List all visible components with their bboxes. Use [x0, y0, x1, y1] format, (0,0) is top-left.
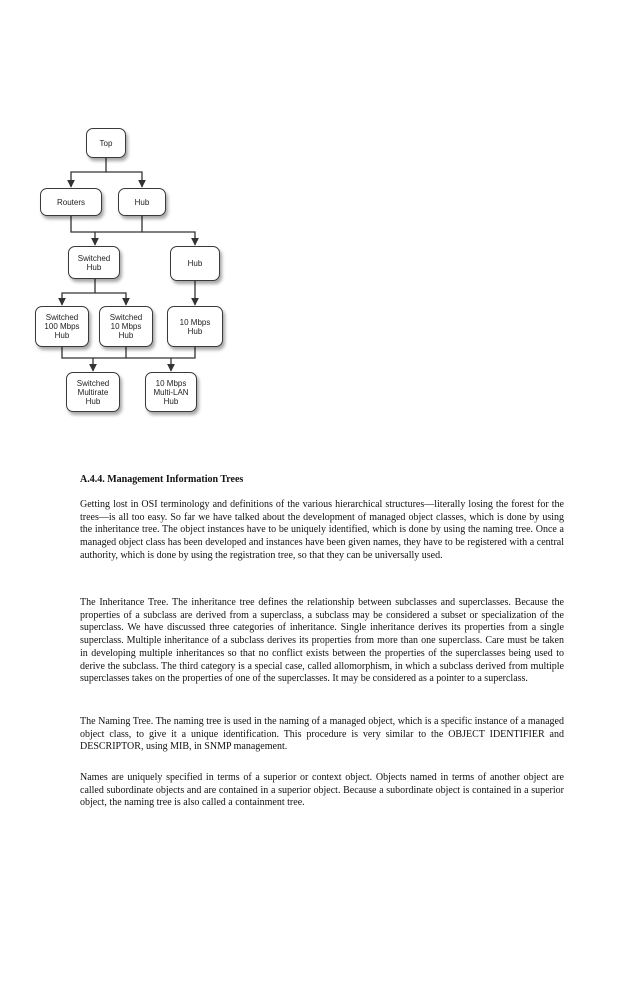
node-hub-right: Hub [170, 246, 220, 281]
paragraph-inheritance-tree: The Inheritance Tree. The inheritance tree defines the relationship between subclasses and superclasses. Because the properties of a subclass are derived from a superclass, a subclass may be considered a subset or specialization of the superclass. We have discussed three categories of inheritance. Single inheritance derives its properties from a single superclass. Multiple inheritance of a subclass derives its properties from more than one superclass. Care must be taken in developing multiple inheritances so that no conflict exists between the properties of the superclasses being used to derive the subclass. The third category is a special case, called allomorphism, in which a subclass derived from multiple superclasses takes on the properties of one of the superclasses. It may be considered as a pointer to a superclass. [80, 597, 564, 685]
connector-top-hub [106, 172, 142, 187]
connector-10-multilan [126, 358, 171, 371]
paragraph-names: Names are uniquely specified in terms of a superior or context object. Objects named in terms of another object are called subordinate objects and are contained in a superior object. Because a subordinate object is contained in a superior object, the naming tree is also called a containment tree. [80, 772, 564, 809]
section-heading: A.4.4. Management Information Trees [80, 474, 244, 485]
node-hub-left: Hub [118, 188, 166, 216]
node-switched-10mbps-hub: Switched 10 Mbps Hub [99, 306, 153, 347]
inheritance-tree-diagram [0, 0, 638, 470]
node-10mbps-hub: 10 Mbps Hub [167, 306, 223, 347]
connector-hub-switched [95, 216, 142, 232]
connector-top-routers [71, 158, 106, 187]
node-switched-multirate-hub: Switched Multirate Hub [66, 372, 120, 412]
node-switched-100mbps-hub: Switched 100 Mbps Hub [35, 306, 89, 347]
node-switched-hub: Switched Hub [68, 246, 120, 279]
node-multi-lan-hub: 10 Mbps Multi-LAN Hub [145, 372, 197, 412]
connector-10-multirate [93, 347, 126, 358]
connector-routers-switched [71, 216, 95, 245]
connector-switched-10 [95, 293, 126, 305]
connector-10mbps-multilan [171, 347, 195, 358]
node-top: Top [86, 128, 126, 158]
paragraph-naming-tree: The Naming Tree. The naming tree is used in the naming of a managed object, which is a specific instance of a managed object class, to give it a unique identification. This procedure is very similar to the OBJECT IDENTIFIER and DESCRIPTOR, using MIB, in SNMP management. [80, 716, 564, 753]
node-routers: Routers [40, 188, 102, 216]
connector-switched-100 [62, 279, 95, 305]
connector-hub-hubright [142, 232, 195, 245]
paragraph-intro: Getting lost in OSI terminology and definitions of the various hierarchical structures—literally losing the forest for the trees—is all too easy. So far we have talked about the development of managed object classes, which is done by using the inheritance tree. The object instances have to be uniquely identified, which is done by using the naming tree. Once a managed object class has been developed and instances have been given names, they have to be registered with a central authority, which is done by using the registration tree, so that they can be universally used. [80, 499, 564, 561]
connector-100-multirate [62, 347, 93, 371]
